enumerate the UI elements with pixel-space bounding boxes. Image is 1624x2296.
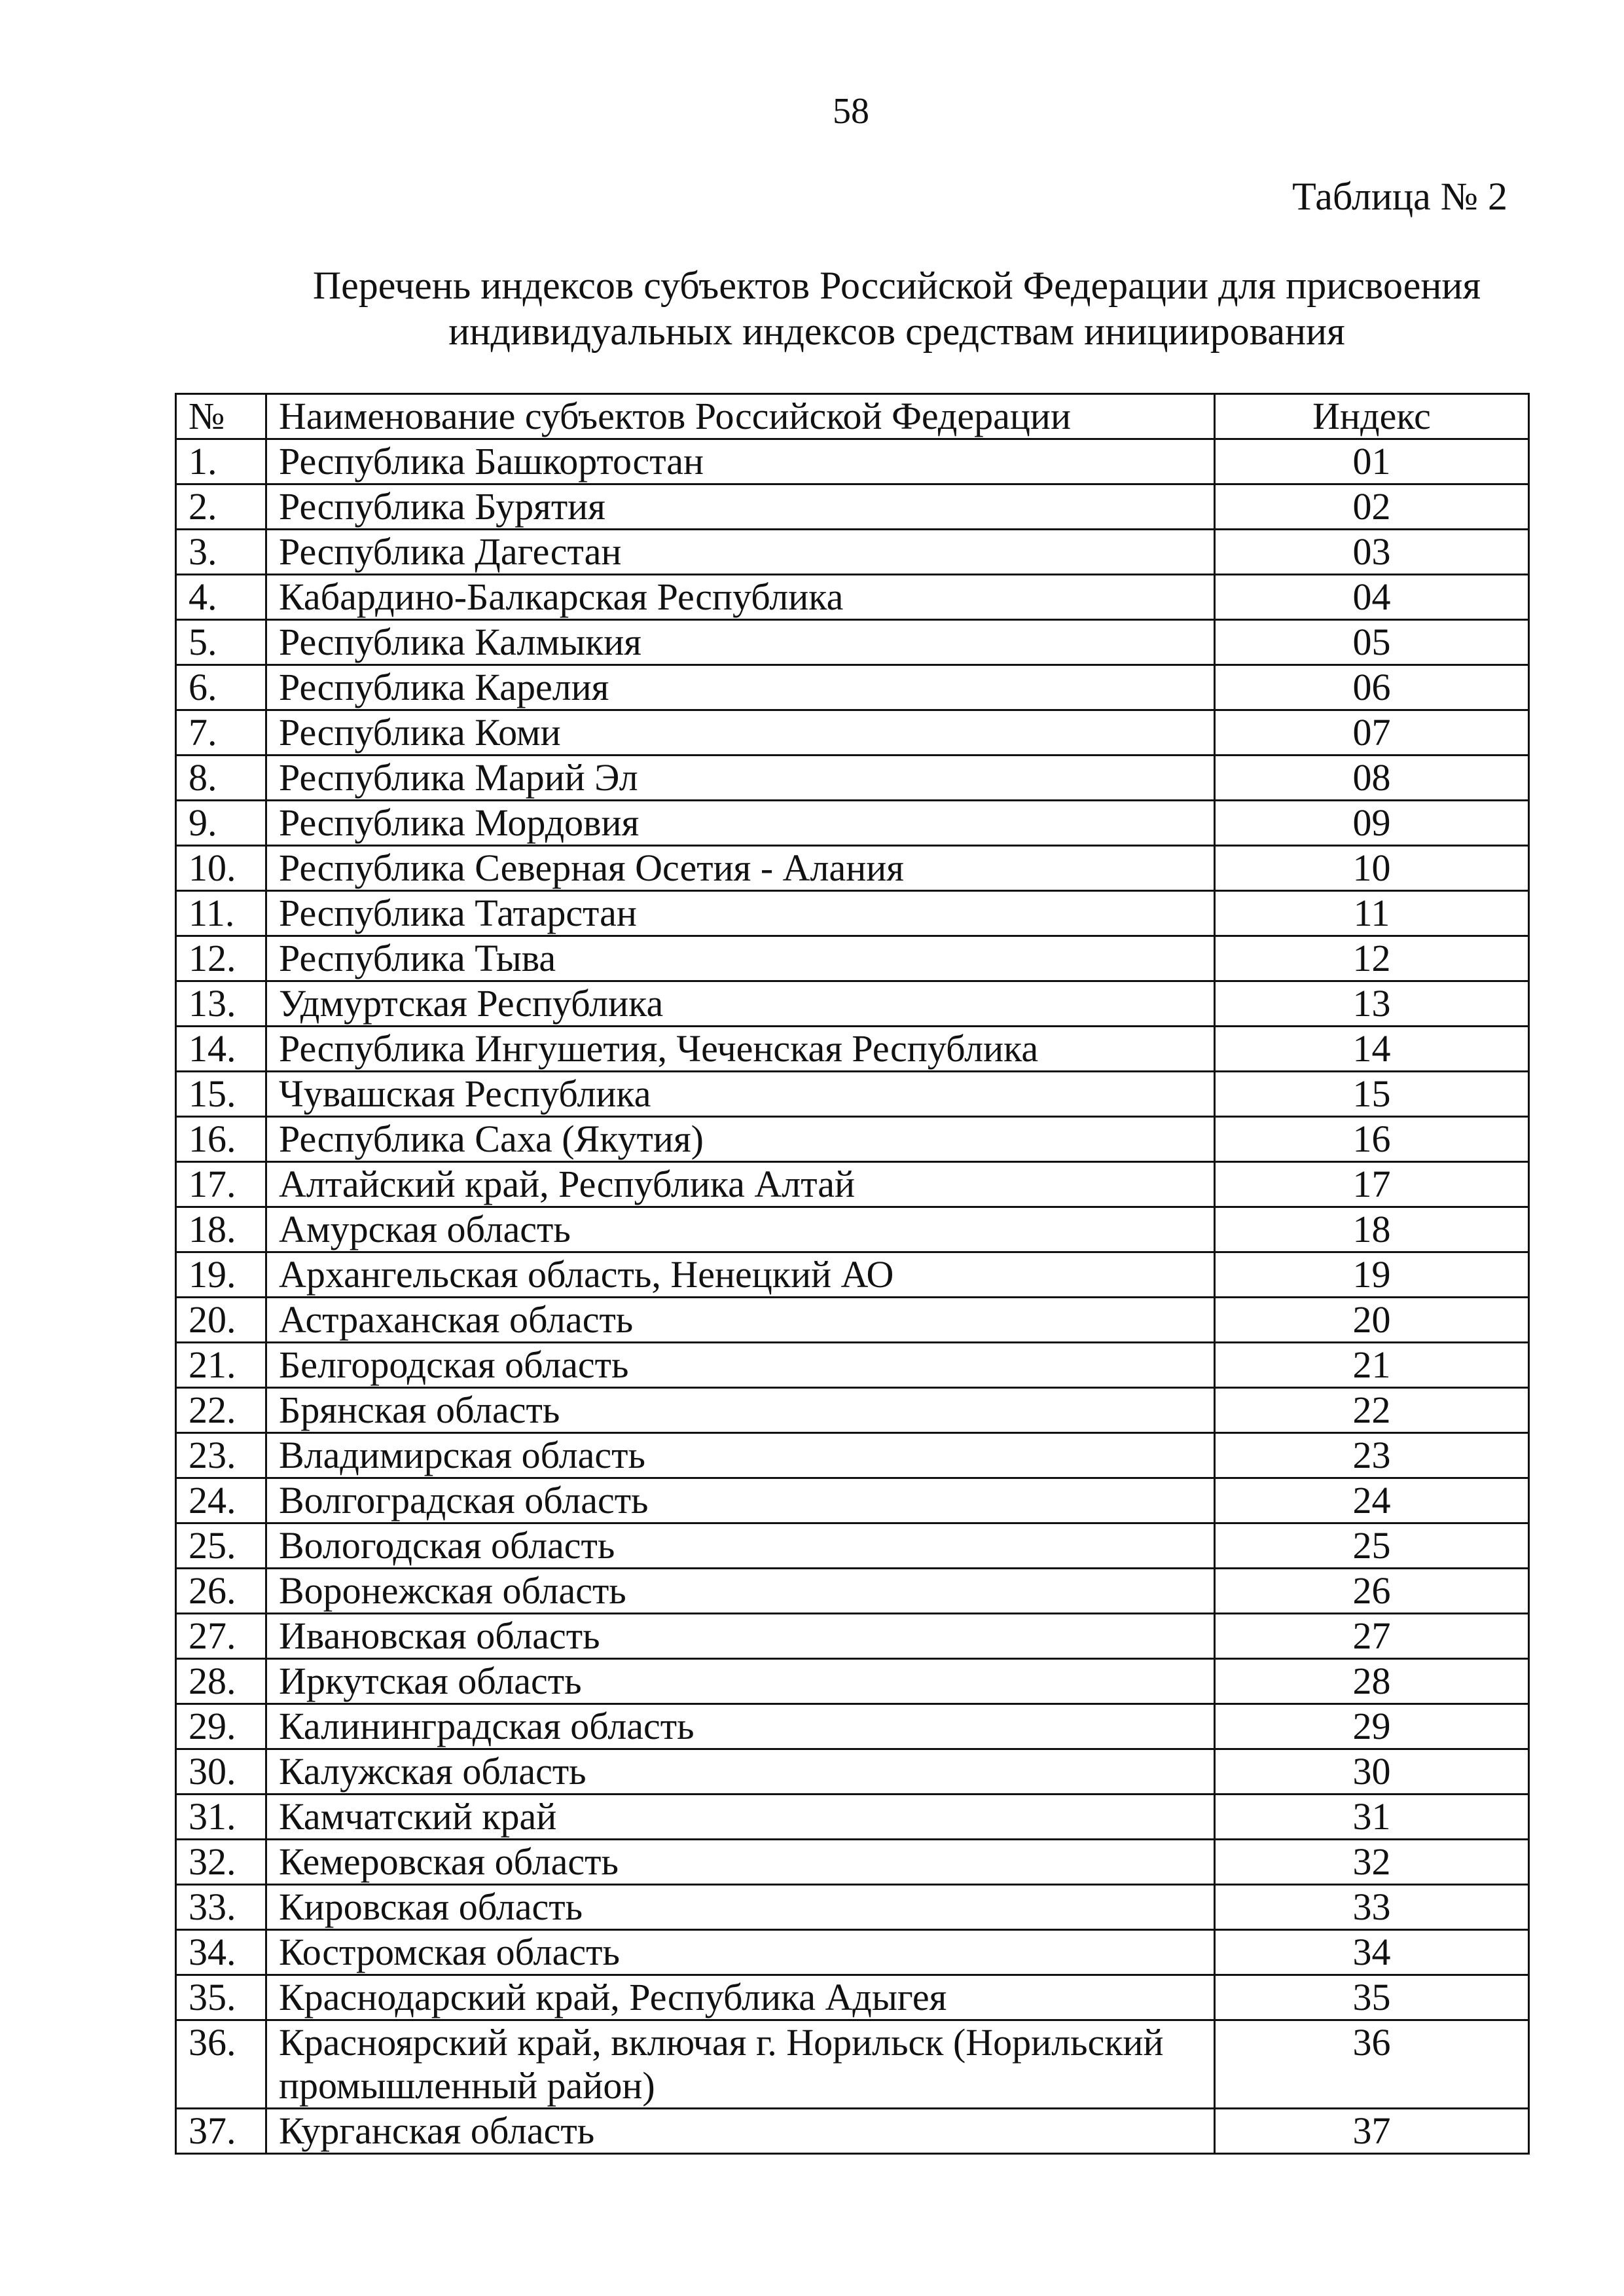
table-row	[176, 439, 1529, 484]
region-index: 14	[1215, 1027, 1529, 1072]
region-index: 07	[1215, 710, 1529, 756]
table-row	[176, 1478, 1529, 1523]
region-index: 26	[1215, 1569, 1529, 1614]
region-index: 29	[1215, 1704, 1529, 1749]
region-index: 37	[1215, 2109, 1529, 2154]
table-row	[176, 484, 1529, 530]
region-name: Республика Марий Эл	[266, 756, 1215, 801]
table-body	[176, 439, 1529, 2154]
row-number: 13.	[176, 981, 266, 1027]
table-row	[176, 981, 1529, 1027]
table-row	[176, 891, 1529, 936]
row-number: 29.	[176, 1704, 266, 1749]
row-number: 10.	[176, 846, 266, 891]
region-name: Краснодарский край, Республика Адыгея	[266, 1975, 1215, 2020]
region-index: 22	[1215, 1388, 1529, 1433]
region-index: 03	[1215, 530, 1529, 575]
region-name: Республика Дагестан	[266, 530, 1215, 575]
title-line-1: Перечень индексов субъектов Российской Федерации для присвоения	[312, 264, 1481, 307]
region-name: Удмуртская Республика	[266, 981, 1215, 1027]
row-number: 5.	[176, 620, 266, 665]
row-number: 6.	[176, 665, 266, 710]
region-name: Республика Северная Осетия - Алания	[266, 846, 1215, 891]
region-name: Курганская область	[266, 2109, 1215, 2154]
document-title	[0, 263, 1624, 354]
row-number: 17.	[176, 1162, 266, 1207]
row-number: 24.	[176, 1478, 266, 1523]
row-number: 1.	[176, 439, 266, 484]
row-number: 3.	[176, 530, 266, 575]
region-name: Вологодская область	[266, 1523, 1215, 1569]
table-row	[176, 1433, 1529, 1478]
region-index: 12	[1215, 936, 1529, 981]
row-number: 2.	[176, 484, 266, 530]
region-index: 18	[1215, 1207, 1529, 1252]
table-row	[176, 665, 1529, 710]
region-index: 35	[1215, 1975, 1529, 2020]
header-index: Индекс	[1215, 394, 1529, 439]
table-label: Таблица № 2	[1292, 175, 1507, 218]
row-number: 26.	[176, 1569, 266, 1614]
table-row	[176, 846, 1529, 891]
table-row	[176, 1614, 1529, 1659]
region-index: 10	[1215, 846, 1529, 891]
region-name: Республика Коми	[266, 710, 1215, 756]
region-name: Брянская область	[266, 1388, 1215, 1433]
row-number: 31.	[176, 1795, 266, 1840]
region-index: 11	[1215, 891, 1529, 936]
table-row	[176, 1523, 1529, 1569]
table-row	[176, 801, 1529, 846]
row-number: 15.	[176, 1072, 266, 1117]
table-row	[176, 530, 1529, 575]
table-row	[176, 1749, 1529, 1795]
row-number: 14.	[176, 1027, 266, 1072]
table-header-row	[176, 394, 1529, 439]
row-number: 33.	[176, 1885, 266, 1930]
table-row	[176, 575, 1529, 620]
region-index: 17	[1215, 1162, 1529, 1207]
region-index: 04	[1215, 575, 1529, 620]
table-row	[176, 1975, 1529, 2020]
region-name: Кемеровская область	[266, 1840, 1215, 1885]
region-index: 08	[1215, 756, 1529, 801]
region-name: Камчатский край	[266, 1795, 1215, 1840]
table-row	[176, 1162, 1529, 1207]
row-number: 28.	[176, 1659, 266, 1704]
row-number: 9.	[176, 801, 266, 846]
table-row	[176, 620, 1529, 665]
table-row	[176, 1930, 1529, 1975]
region-index: 21	[1215, 1343, 1529, 1388]
table-row	[176, 1117, 1529, 1162]
region-index: 13	[1215, 981, 1529, 1027]
region-name: Калининградская область	[266, 1704, 1215, 1749]
region-name: Республика Мордовия	[266, 801, 1215, 846]
region-index: 25	[1215, 1523, 1529, 1569]
table-row	[176, 1569, 1529, 1614]
region-index: 27	[1215, 1614, 1529, 1659]
region-index: 09	[1215, 801, 1529, 846]
row-number: 11.	[176, 891, 266, 936]
row-number: 27.	[176, 1614, 266, 1659]
title-line-2: индивидуальных индексов средствам инициирования	[448, 309, 1345, 353]
row-number: 20.	[176, 1298, 266, 1343]
region-name: Республика Калмыкия	[266, 620, 1215, 665]
table-row	[176, 2020, 1529, 2109]
table-row	[176, 1027, 1529, 1072]
region-name: Чувашская Республика	[266, 1072, 1215, 1117]
table-row	[176, 710, 1529, 756]
region-name: Республика Башкортостан	[266, 439, 1215, 484]
region-name: Владимирская область	[266, 1433, 1215, 1478]
header-name: Наименование субъектов Российской Федерации	[266, 394, 1215, 439]
row-number: 35.	[176, 1975, 266, 2020]
table-row	[176, 756, 1529, 801]
table-row	[176, 1252, 1529, 1298]
table-row	[176, 1704, 1529, 1749]
region-name: Республика Тыва	[266, 936, 1215, 981]
region-index: 24	[1215, 1478, 1529, 1523]
region-index: 36	[1215, 2020, 1529, 2109]
region-name: Республика Саха (Якутия)	[266, 1117, 1215, 1162]
row-number: 32.	[176, 1840, 266, 1885]
row-number: 30.	[176, 1749, 266, 1795]
region-index: 02	[1215, 484, 1529, 530]
table-row	[176, 1795, 1529, 1840]
row-number: 36.	[176, 2020, 266, 2109]
row-number: 4.	[176, 575, 266, 620]
row-number: 12.	[176, 936, 266, 981]
table-row	[176, 1659, 1529, 1704]
row-number: 22.	[176, 1388, 266, 1433]
region-index: 20	[1215, 1298, 1529, 1343]
region-index: 01	[1215, 439, 1529, 484]
row-number: 8.	[176, 756, 266, 801]
region-name: Амурская область	[266, 1207, 1215, 1252]
region-name: Республика Карелия	[266, 665, 1215, 710]
region-name: Архангельская область, Ненецкий АО	[266, 1252, 1215, 1298]
region-index: 33	[1215, 1885, 1529, 1930]
table-row	[176, 1343, 1529, 1388]
header-number: №	[176, 394, 266, 439]
table-row	[176, 1885, 1529, 1930]
region-index: 28	[1215, 1659, 1529, 1704]
region-name: Астраханская область	[266, 1298, 1215, 1343]
table-row	[176, 1388, 1529, 1433]
region-name: Воронежская область	[266, 1569, 1215, 1614]
row-number: 21.	[176, 1343, 266, 1388]
region-name: Ивановская область	[266, 1614, 1215, 1659]
table-row	[176, 1840, 1529, 1885]
region-name: Костромская область	[266, 1930, 1215, 1975]
regions-index-table	[175, 393, 1530, 2155]
region-index: 19	[1215, 1252, 1529, 1298]
row-number: 25.	[176, 1523, 266, 1569]
row-number: 23.	[176, 1433, 266, 1478]
row-number: 18.	[176, 1207, 266, 1252]
table-row	[176, 1298, 1529, 1343]
region-name: Белгородская область	[266, 1343, 1215, 1388]
region-name: Кировская область	[266, 1885, 1215, 1930]
row-number: 7.	[176, 710, 266, 756]
region-name: Республика Бурятия	[266, 484, 1215, 530]
region-name: Алтайский край, Республика Алтай	[266, 1162, 1215, 1207]
row-number: 16.	[176, 1117, 266, 1162]
region-name: Красноярский край, включая г. Норильск (Норильский промышленный район)	[266, 2020, 1215, 2109]
region-index: 30	[1215, 1749, 1529, 1795]
region-index: 16	[1215, 1117, 1529, 1162]
region-index: 34	[1215, 1930, 1529, 1975]
table-row	[176, 1072, 1529, 1117]
region-index: 23	[1215, 1433, 1529, 1478]
region-name: Волгоградская область	[266, 1478, 1215, 1523]
row-number: 34.	[176, 1930, 266, 1975]
region-index: 05	[1215, 620, 1529, 665]
region-name: Кабардино-Балкарская Республика	[266, 575, 1215, 620]
region-name: Республика Ингушетия, Чеченская Республика	[266, 1027, 1215, 1072]
table-row	[176, 1207, 1529, 1252]
region-index: 32	[1215, 1840, 1529, 1885]
region-index: 06	[1215, 665, 1529, 710]
table-row	[176, 936, 1529, 981]
region-name: Иркутская область	[266, 1659, 1215, 1704]
row-number: 37.	[176, 2109, 266, 2154]
page-number: 58	[833, 91, 869, 132]
region-name: Калужская область	[266, 1749, 1215, 1795]
region-index: 31	[1215, 1795, 1529, 1840]
region-name: Республика Татарстан	[266, 891, 1215, 936]
region-index: 15	[1215, 1072, 1529, 1117]
table-row	[176, 2109, 1529, 2154]
row-number: 19.	[176, 1252, 266, 1298]
